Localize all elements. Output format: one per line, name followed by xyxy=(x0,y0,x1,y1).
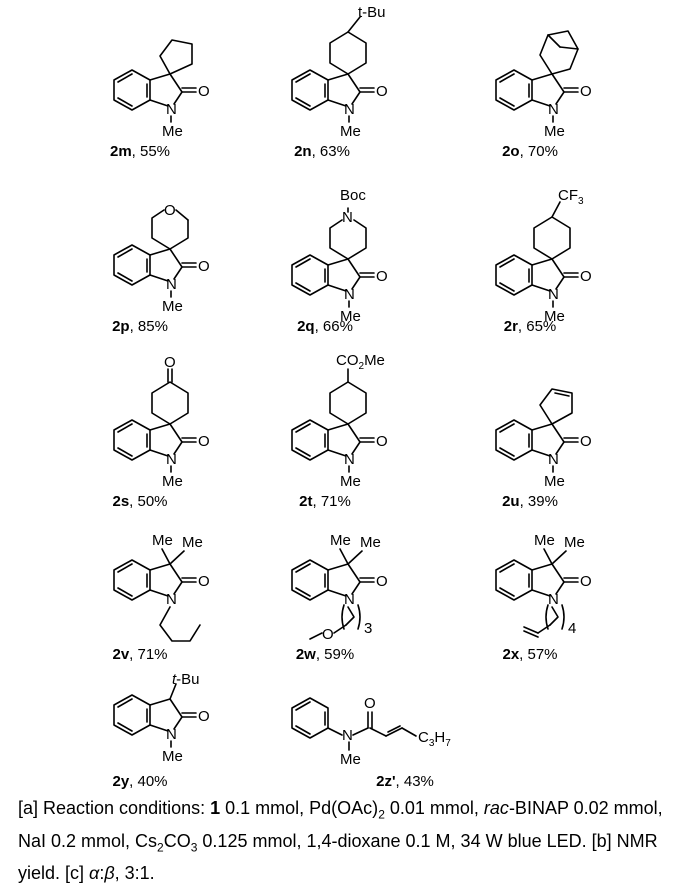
svg-text:Me: Me xyxy=(564,534,585,551)
svg-text:Me: Me xyxy=(152,532,173,549)
svg-text:N: N xyxy=(344,591,355,608)
caption-2o: 2o, 70% xyxy=(502,143,558,160)
tbu-label: t-Bu xyxy=(172,671,200,688)
boc-label: Boc xyxy=(340,187,366,204)
ring-oxygen-label: O xyxy=(164,202,176,219)
cyclohexane-ring xyxy=(330,382,366,424)
norbornane-ring xyxy=(540,31,578,74)
caption-2t: 2t, 71% xyxy=(299,493,351,510)
repeat-count: 3 xyxy=(364,620,373,637)
svg-text:N: N xyxy=(342,727,353,744)
svg-text:N: N xyxy=(344,101,355,118)
svg-text:N: N xyxy=(166,276,177,293)
structure-2n xyxy=(278,5,408,140)
structure-2s xyxy=(100,355,230,490)
svg-text:N: N xyxy=(166,726,177,743)
svg-text:Me: Me xyxy=(544,473,565,490)
structure-2o xyxy=(482,15,612,140)
butyl-chain xyxy=(160,607,200,641)
svg-text:O: O xyxy=(580,268,592,285)
cyclohexanone-ring xyxy=(152,382,188,424)
caption-2q: 2q, 66% xyxy=(297,318,353,335)
svg-text:N: N xyxy=(344,286,355,303)
nitrogen-label: N xyxy=(166,101,177,118)
svg-text:Me: Me xyxy=(340,308,361,325)
caption-2m: 2m, 55% xyxy=(109,143,171,160)
svg-text:O: O xyxy=(580,83,592,100)
oxygen-label: O xyxy=(198,83,210,100)
ring-nitrogen-label: N xyxy=(342,209,353,226)
caption-2y-visible: 2y, 40% xyxy=(112,773,168,790)
caption-2w: 2w, 59% xyxy=(295,646,355,663)
svg-text:Me: Me xyxy=(534,532,555,549)
svg-text:O: O xyxy=(376,83,388,100)
caption-2x: 2x, 57% xyxy=(502,646,558,663)
svg-text:O: O xyxy=(198,433,210,450)
pentenyl-chain xyxy=(550,607,558,625)
svg-text:N: N xyxy=(548,591,559,608)
caption-2p: 2p, 85% xyxy=(112,318,168,335)
svg-text:N: N xyxy=(166,591,177,608)
structure-2y xyxy=(100,670,230,770)
svg-text:Me: Me xyxy=(162,748,183,765)
structure-2r xyxy=(482,180,612,325)
svg-text:N: N xyxy=(548,101,559,118)
svg-text:Me: Me xyxy=(340,473,361,490)
ketone-oxygen-label: O xyxy=(164,354,176,371)
svg-text:Me: Me xyxy=(544,123,565,140)
svg-text:Me: Me xyxy=(340,123,361,140)
svg-text:Me: Me xyxy=(162,298,183,315)
structure-2w xyxy=(278,525,418,650)
cyclohexane-ring xyxy=(330,32,366,74)
structure-2v xyxy=(100,525,230,650)
benzene-ring xyxy=(114,70,150,110)
svg-text:O: O xyxy=(198,258,210,275)
ester-label: $CO_2Me$ xyxy=(336,352,385,372)
caption-2r: 2r, 65% xyxy=(503,318,557,335)
structure-2x xyxy=(482,525,612,650)
structure-2t xyxy=(278,345,418,490)
caption-2v: 2v, 71% xyxy=(112,646,168,663)
structure-2m xyxy=(100,30,230,140)
svg-text:O: O xyxy=(376,268,388,285)
svg-text:O: O xyxy=(376,433,388,450)
svg-text:O: O xyxy=(580,433,592,450)
svg-text:O: O xyxy=(580,573,592,590)
svg-text:N: N xyxy=(548,451,559,468)
svg-text:N: N xyxy=(548,286,559,303)
svg-text:O: O xyxy=(198,708,210,725)
footnote: [a] Reaction conditions: 1 0.1 mmol, $Pd(OAc)_2$ 0.01 mmol, rac-BINAP 0.02 mmol, NaI 0.2 mmol, $Cs_2CO_3$ 0.125 mmol, 1,4-dioxane 0.1 M, 34 W blue LED. [b] NMR yield. [c] α:β, 3:1. xyxy=(18,798,663,884)
methyl-label: Me xyxy=(162,123,183,140)
structure-2p xyxy=(100,190,230,315)
methoxypropyl-chain xyxy=(346,607,354,625)
svg-text:Me: Me xyxy=(360,534,381,551)
caption-2u: 2u, 39% xyxy=(502,493,558,510)
cyclopentane-ring xyxy=(160,40,192,74)
structure-2q xyxy=(278,180,408,325)
svg-text:N: N xyxy=(344,451,355,468)
repeat-count: 4 xyxy=(568,620,577,637)
svg-text:Me: Me xyxy=(162,473,183,490)
svg-text:O: O xyxy=(322,626,334,643)
caption-2z-prime: 2z', 43% xyxy=(376,773,434,790)
phenyl-ring xyxy=(292,698,328,738)
svg-text:O: O xyxy=(376,573,388,590)
cyclopentene-ring xyxy=(540,389,572,424)
svg-text:O: O xyxy=(364,695,376,712)
tbu-label: t-Bu xyxy=(358,4,386,21)
structure-2z-prime xyxy=(280,690,480,770)
svg-text:O: O xyxy=(198,573,210,590)
cf3-label: $CF_3$ xyxy=(558,187,584,207)
svg-text:Me: Me xyxy=(340,751,361,768)
svg-text:Me: Me xyxy=(330,532,351,549)
cyclohexane-ring xyxy=(534,217,570,259)
svg-text:Me: Me xyxy=(182,534,203,551)
caption-2n: 2n, 63% xyxy=(294,143,350,160)
propyl-label: $C_3H_7$ xyxy=(418,729,451,749)
svg-text:N: N xyxy=(166,451,177,468)
caption-2s: 2s, 50% xyxy=(112,493,168,510)
structure-2u xyxy=(482,365,612,490)
svg-text:Me: Me xyxy=(544,308,565,325)
